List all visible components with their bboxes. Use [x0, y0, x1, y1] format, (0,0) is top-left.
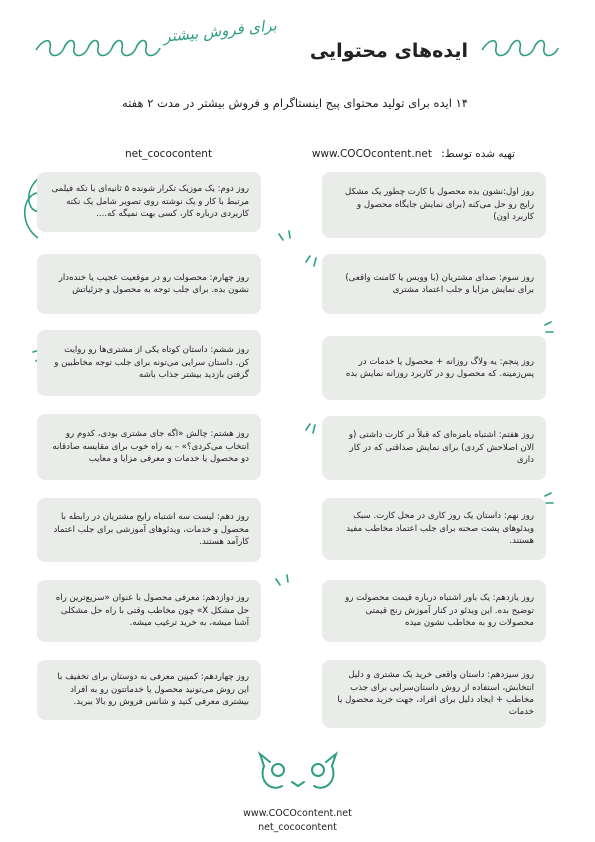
idea-card-day10 — [37, 498, 261, 562]
idea-card-day7 — [322, 416, 546, 480]
idea-card-day4 — [37, 254, 261, 314]
idea-text: روز سیزدهم: داستان واقعی خرید یک مشتری و دلیل انتخابش، استفاده از روش داستان‌سرایی برای جذب مخاطب + ایجاد دلیل برای افراد، جهت خرید محصول یا خدمات — [337, 670, 534, 718]
idea-card-day2 — [37, 172, 261, 232]
idea-text: روز دهم: لیست سه اشتباه رایج مشتریان در رابطه با محصول و خدمات، ویدئوهای آموزشی برای جلب اعتماد کارآمد هستند. — [53, 512, 249, 548]
idea-card-day5 — [322, 336, 546, 400]
idea-text: روز سوم: صدای مشتریان (با وویس یا کامنت واقعی) برای نمایش مزایا و جلب اعتماد مشتری — [345, 272, 534, 295]
idea-text: روز دوم: یک موزیک تکرار شونده ۵ ثانیه‌ای با تکه فیلمی مرتبط با کار و یک نوشته روی تصویر شامل یک نکته کاربردی درباره کار، کسی بهت نمیگه که.... — [51, 184, 249, 220]
idea-text: روز اول:نشون بده محصول با کارت چطور یک مشکل رایج رو حل می‌کنه (برای نمایش جایگاه محصول و کاربرد اون) — [345, 187, 534, 223]
page-subtitle: ۱۴ ایده برای تولید محتوای پیج اینستاگرام و فروش بیشتر در مدت ۲ هفته — [122, 96, 468, 110]
idea-text: روز هشتم: چالش «اگه جای مشتری بودی، کدوم رو انتخاب می‌کردی؟» – یه راه خوب برای مقایسه صادقانه دو محصول یا خدمات و معرفی مزایا و معایب — [52, 429, 249, 465]
idea-text: روز نهم: داستان یک روز کاری در محل کارت. سبک ویدئوهای پشت صحنه برای جلب اعتماد مخاطب مفید هستند. — [346, 511, 534, 547]
idea-card-day11 — [322, 580, 546, 642]
prepared-site: www.COCOcontent.net — [311, 148, 432, 160]
script-title: برای فروش بیشتر — [162, 16, 278, 46]
idea-card-day14 — [37, 660, 261, 720]
idea-text: روز دوازدهم: معرفی محصول با عنوان «سریع‌ترین راه حل مشکل X» چون مخاطب وقتی با راه حل مشکلی آشنا میشه، به خرید ترغیب میشه. — [55, 593, 249, 629]
prepared-handle: net_cococontent — [125, 148, 213, 160]
idea-card-day1 — [322, 172, 546, 238]
cat-face-logo — [258, 748, 338, 796]
prepared-label: تهیه شده توسط: — [441, 148, 515, 160]
footer-site: www.COCOcontent.net — [243, 808, 352, 819]
idea-text: روز چهاردهم: کمپین معرفی به دوستان برای تخفیف با این روش می‌تونید محصول یا خدماتتون رو به افراد بیشتری معرفی کنید و شانس فروش رو بالا ببرید. — [57, 672, 249, 708]
idea-card-day8 — [37, 414, 261, 480]
idea-card-day9 — [322, 498, 546, 560]
idea-card-day12 — [37, 580, 261, 642]
footer-handle: net_cococontent — [258, 822, 337, 833]
idea-text: روز پنجم: یه ولاگ روزانه + محصول یا خدمات در پس‌زمینه. که محصول رو در کاربرد روزانه نمایش بده — [345, 356, 534, 379]
idea-text: روز ششم: داستان کوتاه یکی از مشتری‌ها رو روایت کن. داستان سرایی می‌تونه برای جلب توجه مخاطبین و گرفتن بازدید بیشتر جذاب باشه — [54, 345, 249, 381]
idea-card-day13 — [322, 660, 546, 728]
idea-text: روز چهارم: محصولت رو در موقعیت عجیب یا خنده‌دار نشون بده. برای جلب توجه به محصول و جزئیاتش — [58, 272, 249, 295]
idea-text: روز هفتم: اشتباه بامزه‌ای که قبلاً در کارت داشتی (و الان اصلاحش کردی) برای نمایش صداقتی که در کار داری — [348, 430, 534, 466]
idea-text: روز یازدهم: یک باور اشتباه درباره قیمت محصولت رو توضیح بده. این ویدئو در کنار آموزش رنج قیمتی محصولات رو به مخاطب نشون میده — [345, 593, 534, 629]
idea-card-day6 — [37, 330, 261, 396]
page-title: ایده‌های محتوایی — [309, 40, 468, 62]
idea-card-day3 — [322, 254, 546, 314]
